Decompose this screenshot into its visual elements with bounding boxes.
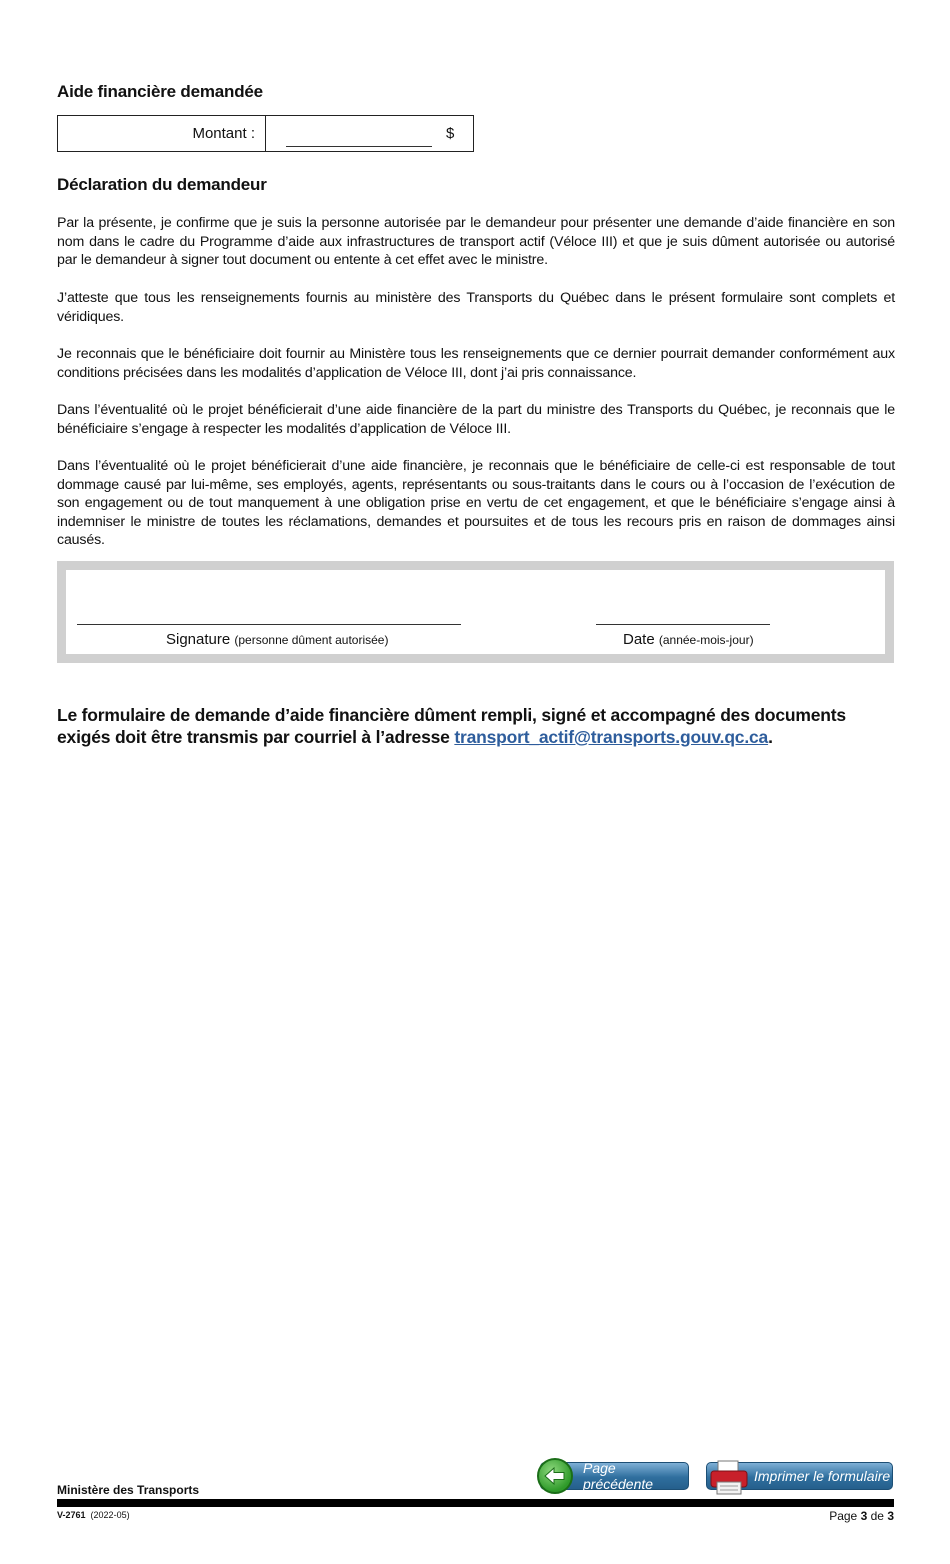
form-number: V-2761	[57, 1510, 86, 1520]
signature-box	[57, 561, 894, 663]
date-label: Date	[623, 631, 655, 648]
ministry-name: Ministère des Transports	[57, 1483, 200, 1497]
printer-icon	[709, 1460, 749, 1496]
signature-note: (personne dûment autorisée)	[234, 633, 389, 647]
footer-bar	[57, 1499, 894, 1507]
montant-underline	[286, 146, 432, 147]
declaration-paragraph: Dans l’éventualité où le projet bénéficierait d’une aide financière de la part du ministre des Transports du Québec, je reconnais que le bénéficiaire s’engage à respecter les modalités d’application de Véloce III.	[57, 402, 895, 437]
previous-page-label: Page précédente	[583, 1460, 654, 1492]
closing-text: Le formulaire de demande d’aide financière dûment rempli, signé et accompagné des documents exigés doit être transmis par courriel à l’adresse	[57, 705, 846, 747]
date-note: (année-mois-jour)	[658, 633, 754, 647]
print-form-button[interactable]	[706, 1462, 893, 1490]
form-code	[57, 1510, 130, 1520]
declaration-paragraph: Je reconnais que le bénéficiaire doit fournir au Ministère tous les renseignements que ce dernier pourrait demander conformément aux conditions précisées dans les modalités d’application de Véloce III, dont j’ai pris connaissance.	[57, 346, 895, 381]
back-arrow-icon	[537, 1458, 573, 1494]
declaration-paragraph: Par la présente, je confirme que je suis la personne autorisée par le demandeur pour présenter une demande d’aide financière en son nom dans le cadre du Programme d’aide aux infrastructures de transport actif (Véloce III) et que je suis dûment autorisée ou autorisé par le demandeur à signer tout document ou entente à cet effet avec le ministre.	[57, 215, 895, 268]
page-current: 3	[860, 1509, 868, 1523]
closing-instruction	[57, 704, 897, 748]
currency-symbol: $	[446, 125, 455, 142]
signature-field[interactable]	[77, 624, 461, 625]
montant-table	[57, 115, 474, 152]
page-of: de	[870, 1509, 884, 1523]
email-link[interactable]: transport_actif@transports.gouv.qc.ca	[454, 727, 769, 747]
closing-end: .	[768, 727, 773, 747]
signature-area	[66, 570, 885, 654]
previous-page-button[interactable]	[540, 1462, 689, 1490]
form-version: (2022-05)	[90, 1510, 130, 1520]
section-title-aide: Aide financière demandée	[57, 82, 263, 101]
print-form-label: Imprimer le formulaire	[754, 1468, 891, 1484]
signature-label: Signature	[166, 631, 231, 648]
montant-label: Montant :	[58, 116, 266, 151]
montant-input[interactable]	[266, 116, 473, 151]
section-title-declaration: Déclaration du demandeur	[57, 175, 267, 194]
declaration-paragraph: J’atteste que tous les renseignements fournis au ministère des Transports du Québec dans le présent formulaire sont complets et véridiques.	[57, 290, 895, 325]
date-caption	[623, 631, 754, 648]
signature-caption	[166, 631, 388, 648]
declaration-paragraph: Dans l’éventualité où le projet bénéficierait d’une aide financière, je reconnais que le bénéficiaire de celle-ci est responsable de tout dommage causé par lui-même, ses employés, agents, représentants ou sous-traitants dans le cours ou à l’occasion de l’exécution de son engagement ou de tout manquement à une obligation prise en vertu de cet engagement, et que le bénéficiaire s’engage ainsi à indemniser le ministre de toutes les réclamations, demandes et poursuites et de tous les recours pris en raison de dommages ainsi causés.	[57, 458, 895, 548]
page-total: 3	[887, 1509, 894, 1523]
date-field[interactable]	[596, 624, 770, 625]
page-number	[829, 1509, 894, 1523]
page-prefix: Page	[829, 1509, 858, 1523]
